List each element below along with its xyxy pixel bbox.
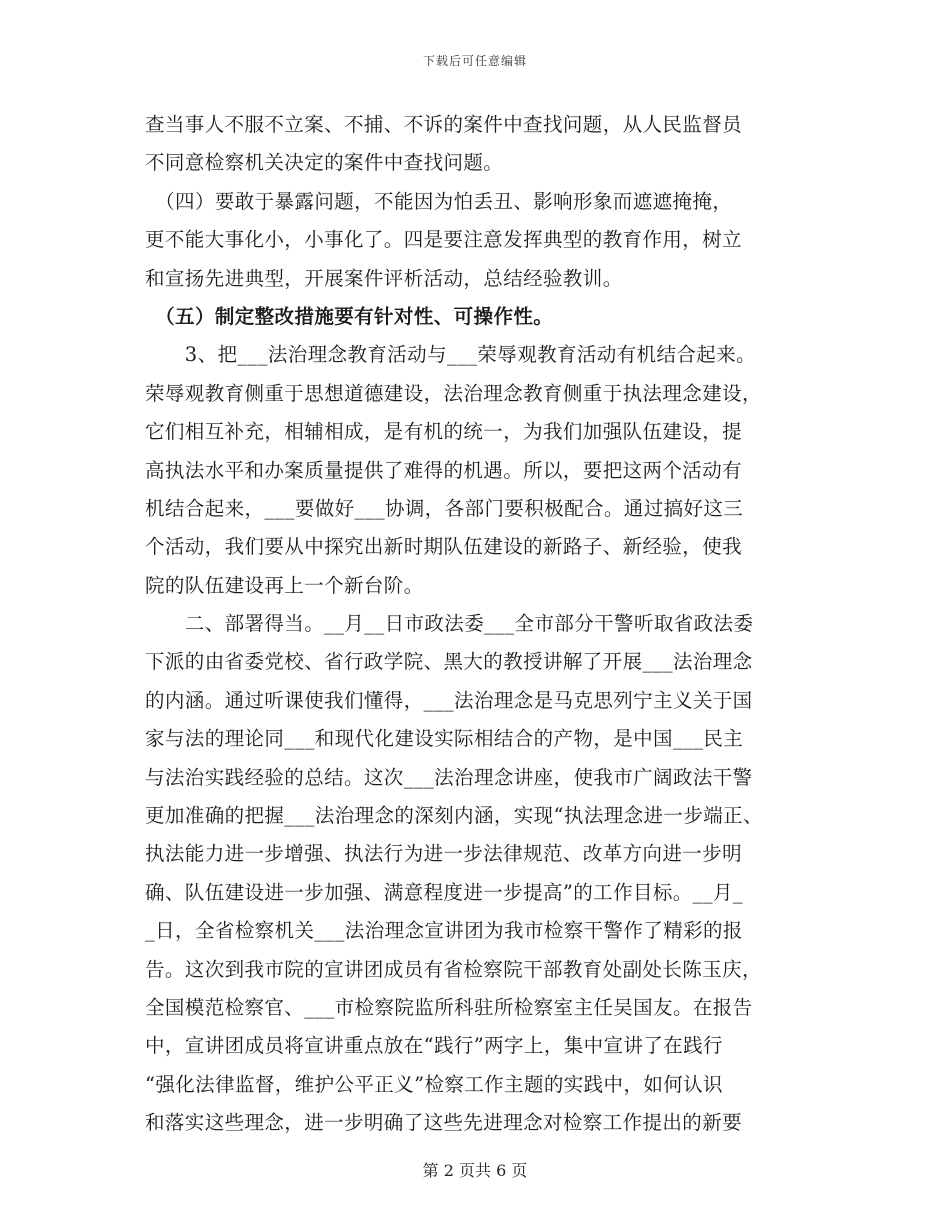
text-line: 查当事人不服不立案、不捕、不诉的案件中查找问题，从人民监督员	[145, 113, 743, 136]
text-line: “强化法律监督，维护公平正义”检察工作主题的实践中，如何认识	[145, 1072, 723, 1096]
text-line: 与法治实践经验的总结。这次___法治理念讲座，使我市广阔政法干警	[145, 765, 753, 789]
page-header: 下载后可任意编辑	[422, 54, 527, 68]
text-line: 不同意检察机关决定的案件中查找问题。	[145, 151, 504, 175]
text-line: 3、把___法治理念教育活动与___荣辱观教育活动有机结合起来。	[145, 343, 757, 367]
text-line: 它们相互补充，相辅相成，是有机的统一，为我们加强队伍建设，提	[145, 420, 743, 444]
text-line: 二、部署得当。__月__日市政法委___全市部分干警听取省政法委	[145, 612, 754, 636]
page-footer: 第 2 页共 6 页	[422, 1161, 528, 1180]
text-line: 中，宣讲团成员将宣讲重点放在“践行”两字上，集中宣讲了在践行	[145, 1034, 723, 1058]
text-line: 下派的由省委党校、省行政学院、黑大的教授讲解了开展___法治理念	[145, 650, 753, 674]
text-line: 高执法水平和办案质量提供了难得的机遇。所以，要把这两个活动有	[145, 458, 743, 482]
text-line: （四）要敢于暴露问题，不能因为怕丢丑、影响形象而遮遮掩掩，	[145, 189, 733, 213]
section-heading: （五）制定整改措施要有针对性、可操作性。	[145, 304, 554, 328]
text-line: 更不能大事化小，小事化了。四是要注意发挥典型的教育作用，树立	[145, 228, 743, 252]
document-body	[145, 106, 805, 1143]
text-line: 和宣扬先进典型，开展案件评析活动，总结经验教训。	[145, 266, 623, 290]
text-line: 个活动，我们要从中探究出新时期队伍建设的新路子、新经验，使我	[145, 535, 743, 559]
text-line: 家与法的理论同___和现代化建设实际相结合的产物，是中国___民主	[145, 727, 744, 751]
text-line: 院的队伍建设再上一个新台阶。	[145, 573, 424, 597]
text-line: 确、队伍建设进一步加强、满意程度进一步提高”的工作目标。__月_	[145, 880, 744, 904]
text-line: 告。这次到我市院的宣讲团成员有省检察院干部教育处副处长陈玉庆，	[145, 957, 762, 981]
text-line: 和落实这些理念，进一步明确了这些先进理念对检察工作提出的新要	[145, 1111, 743, 1135]
text-line: 更加准确的把握___法治理念的深刻内涵，实现“执法理念进一步端正、	[145, 804, 763, 828]
text-line: 荣辱观教育侧重于思想道德建设，法治理念教育侧重于执法理念建设，	[145, 381, 762, 405]
text-line: 全国模范检察官、___市检察院监所科驻所检察室主任吴国友。在报告	[145, 995, 753, 1019]
text-line: 机结合起来，___要做好___协调，各部门要积极配合。通过搞好这三	[145, 496, 744, 520]
text-line: 执法能力进一步增强、执法行为进一步法律规范、改革方向进一步明	[145, 842, 743, 866]
text-line: 的内涵。通过听课使我们懂得，___法治理念是马克思列宁主义关于国	[145, 688, 753, 712]
text-line: _日，全省检察机关___法治理念宣讲团为我市检察干警作了精彩的报	[145, 919, 743, 943]
